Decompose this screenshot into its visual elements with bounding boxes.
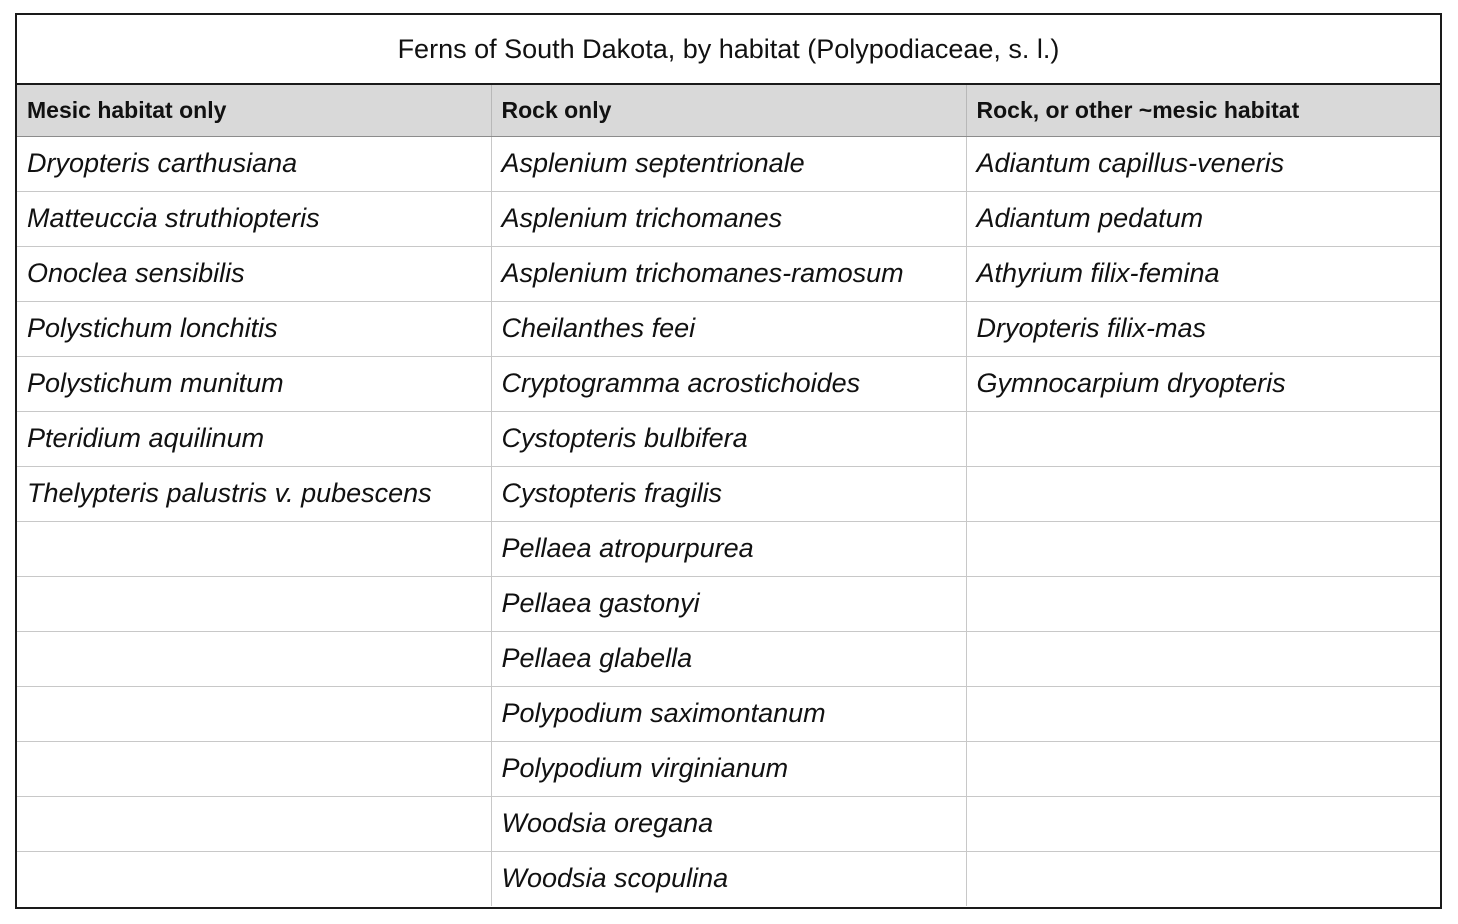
rock-cell: Asplenium trichomanes (491, 191, 966, 246)
mesic-cell: Matteuccia struthiopteris (17, 191, 491, 246)
table-row (17, 741, 1440, 796)
mesic-cell: Onoclea sensibilis (17, 246, 491, 301)
rock-or-mesic-cell (966, 631, 1440, 686)
table-row (17, 521, 1440, 576)
mesic-cell: Polystichum lonchitis (17, 301, 491, 356)
mesic-cell (17, 796, 491, 851)
rock-cell: Cheilanthes feei (491, 301, 966, 356)
rock-or-mesic-cell: Adiantum pedatum (966, 191, 1440, 246)
rock-or-mesic-cell: Dryopteris filix-mas (966, 301, 1440, 356)
rock-or-mesic-cell (966, 521, 1440, 576)
mesic-cell (17, 521, 491, 576)
rock-cell: Pellaea glabella (491, 631, 966, 686)
rock-cell: Asplenium septentrionale (491, 136, 966, 191)
table-row (17, 631, 1440, 686)
rock-or-mesic-cell (966, 576, 1440, 631)
mesic-cell (17, 741, 491, 796)
column-header-mesic: Mesic habitat only (17, 85, 491, 136)
rock-or-mesic-cell (966, 466, 1440, 521)
rock-cell: Polypodium virginianum (491, 741, 966, 796)
rock-cell: Cystopteris fragilis (491, 466, 966, 521)
rock-cell: Pellaea gastonyi (491, 576, 966, 631)
rock-cell: Cryptogramma acrostichoides (491, 356, 966, 411)
mesic-cell (17, 631, 491, 686)
table-row (17, 796, 1440, 851)
table-row (17, 301, 1440, 356)
header-row (17, 85, 1440, 136)
rock-cell: Woodsia oregana (491, 796, 966, 851)
rock-or-mesic-cell (966, 796, 1440, 851)
table-title: Ferns of South Dakota, by habitat (Polypodiaceae, s. l.) (17, 15, 1440, 85)
rock-or-mesic-cell (966, 411, 1440, 466)
table-row (17, 136, 1440, 191)
rock-cell: Cystopteris bulbifera (491, 411, 966, 466)
rock-cell: Polypodium saximontanum (491, 686, 966, 741)
rock-cell: Asplenium trichomanes-ramosum (491, 246, 966, 301)
rock-cell: Woodsia scopulina (491, 851, 966, 906)
data-grid (17, 85, 1440, 906)
mesic-cell: Pteridium aquilinum (17, 411, 491, 466)
table-row (17, 246, 1440, 301)
rock-or-mesic-cell: Gymnocarpium dryopteris (966, 356, 1440, 411)
mesic-cell: Polystichum munitum (17, 356, 491, 411)
mesic-cell: Dryopteris carthusiana (17, 136, 491, 191)
mesic-cell: Thelypteris palustris v. pubescens (17, 466, 491, 521)
column-header-rock: Rock only (491, 85, 966, 136)
column-header-rock-or-mesic: Rock, or other ~mesic habitat (966, 85, 1440, 136)
mesic-cell (17, 851, 491, 906)
rock-or-mesic-cell (966, 851, 1440, 906)
rock-or-mesic-cell (966, 741, 1440, 796)
rock-or-mesic-cell: Athyrium filix-femina (966, 246, 1440, 301)
table-row (17, 576, 1440, 631)
table-row (17, 851, 1440, 906)
table-row (17, 686, 1440, 741)
table-row (17, 191, 1440, 246)
rock-cell: Pellaea atropurpurea (491, 521, 966, 576)
mesic-cell (17, 686, 491, 741)
table-row (17, 411, 1440, 466)
table-row (17, 356, 1440, 411)
rock-or-mesic-cell: Adiantum capillus-veneris (966, 136, 1440, 191)
mesic-cell (17, 576, 491, 631)
rock-or-mesic-cell (966, 686, 1440, 741)
table-row (17, 466, 1440, 521)
fern-habitat-table (15, 13, 1442, 909)
table-body (17, 136, 1440, 906)
